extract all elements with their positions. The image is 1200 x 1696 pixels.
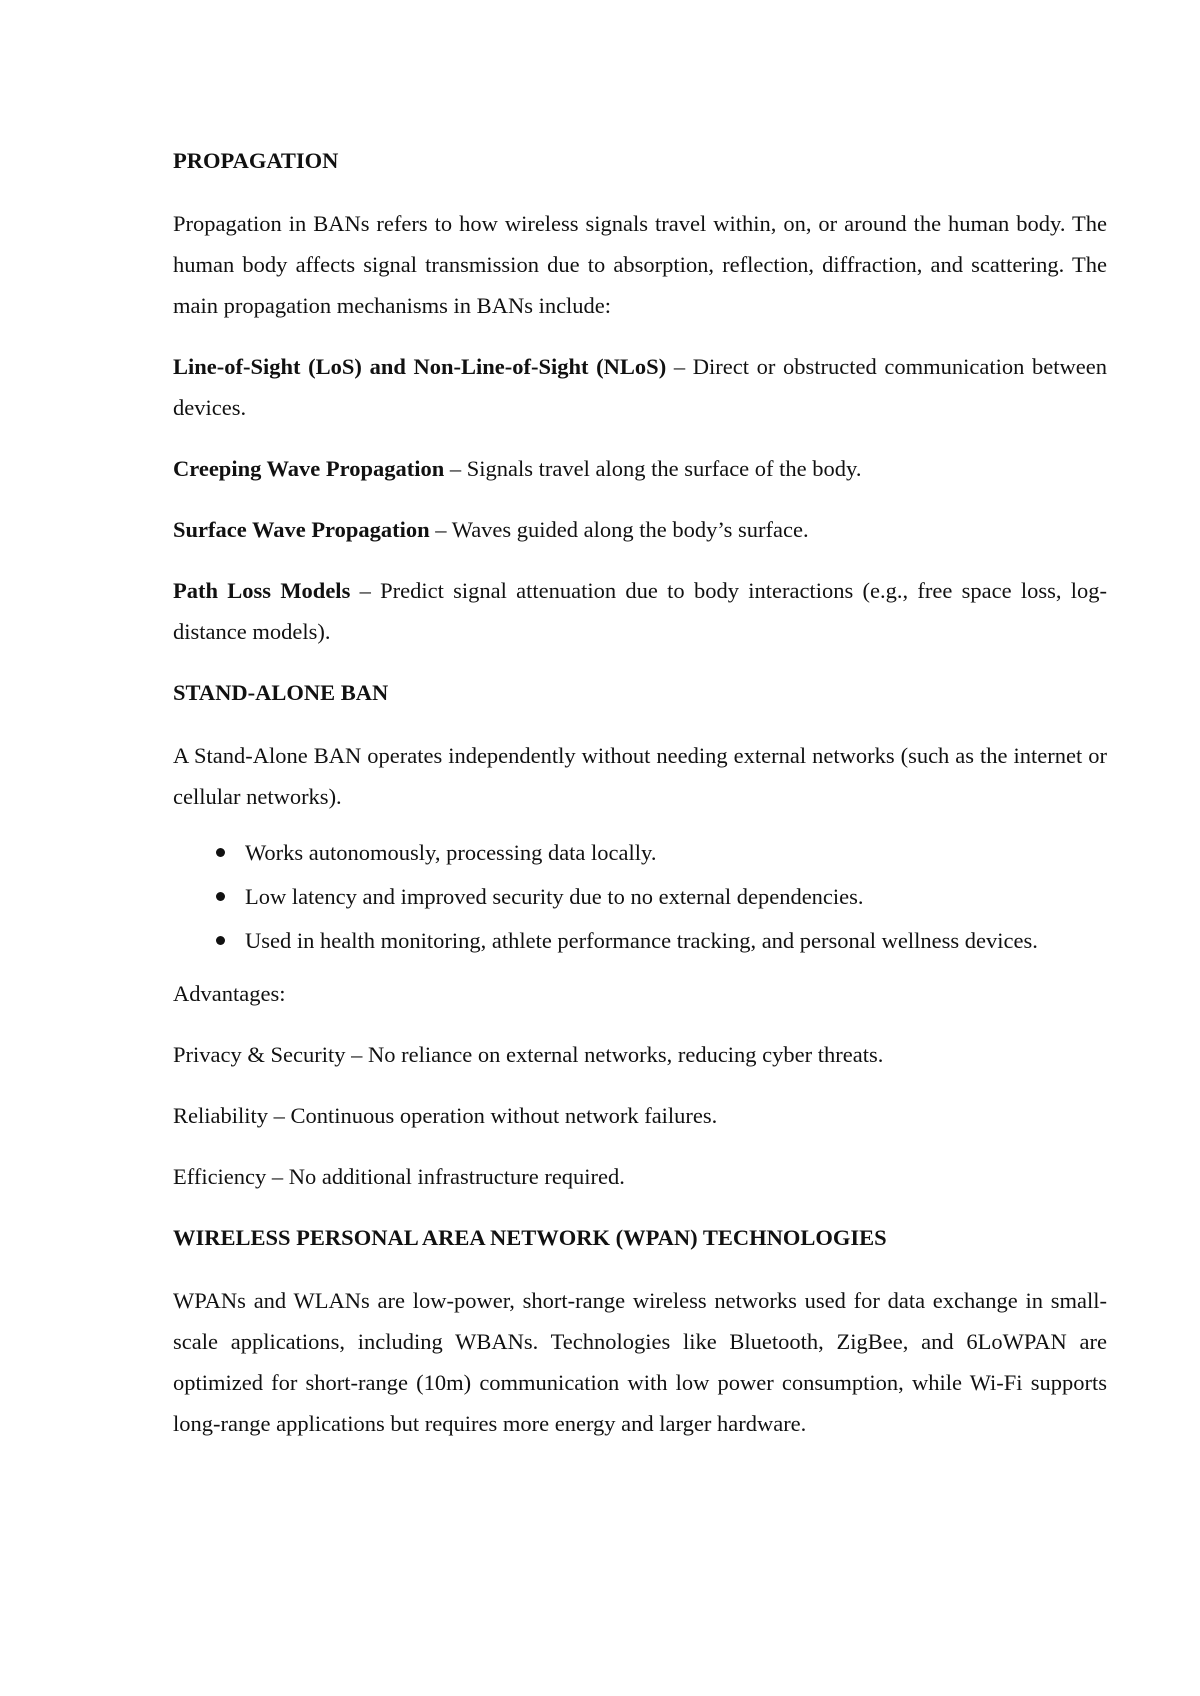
propagation-item-surface: [173, 509, 1107, 550]
bullet-text: Used in health monitoring, athlete performance tracking, and personal wellness devices.: [245, 928, 1038, 953]
propagation-item-pathloss: [173, 570, 1107, 652]
section-heading-standalone: STAND-ALONE BAN: [173, 680, 389, 705]
desc-creeping: – Signals travel along the surface of the body.: [444, 456, 862, 481]
advantages-label: Advantages:: [173, 981, 286, 1006]
propagation-intro: Propagation in BANs refers to how wireless signals travel within, on, or around the human body. The human body affects signal transmission due to absorption, reflection, diffraction, and scattering. The main propagation mechanisms in BANs include:: [173, 211, 1107, 318]
desc-pathloss: – Predict signal attenuation due to body interactions (e.g., free space loss, log-distance models).: [173, 578, 1107, 644]
term-creeping: Creeping Wave Propagation: [173, 456, 445, 481]
list-item: [173, 919, 1107, 963]
propagation-item-los: [173, 346, 1107, 428]
document-page: [173, 140, 1107, 1444]
bullet-icon: [216, 936, 225, 945]
propagation-item-creeping: [173, 448, 1107, 489]
standalone-bullet-list: [173, 831, 1107, 963]
term-surface: Surface Wave Propagation: [173, 517, 430, 542]
standalone-intro: A Stand-Alone BAN operates independently without needing external networks (such as the internet or cellular networks).: [173, 743, 1107, 809]
term-los: Line-of-Sight (LoS) and Non-Line-of-Sight (NLoS): [173, 354, 667, 379]
advantage-reliability: Reliability – Continuous operation without network failures.: [173, 1103, 718, 1128]
list-item: [173, 831, 1107, 875]
desc-los: – Direct or obstructed communication between devices.: [173, 354, 1107, 420]
bullet-text: Works autonomously, processing data locally.: [245, 840, 657, 865]
wpan-body: WPANs and WLANs are low-power, short-range wireless networks used for data exchange in small-scale applications, including WBANs. Technologies like Bluetooth, ZigBee, and 6LoWPAN are optimized for short-range (10m) communication with low power consumption, while Wi-Fi supports long-range applications but requires more energy and larger hardware.: [173, 1288, 1107, 1436]
section-heading-propagation: PROPAGATION: [173, 148, 339, 173]
bullet-text: Low latency and improved security due to no external dependencies.: [245, 884, 864, 909]
advantage-efficiency: Efficiency – No additional infrastructure required.: [173, 1164, 625, 1189]
term-pathloss: Path Loss Models: [173, 578, 351, 603]
list-item: [173, 875, 1107, 919]
section-heading-wpan: WIRELESS PERSONAL AREA NETWORK (WPAN) TECHNOLOGIES: [173, 1225, 887, 1250]
bullet-icon: [216, 892, 225, 901]
desc-surface: – Waves guided along the body’s surface.: [429, 517, 809, 542]
advantage-privacy: Privacy & Security – No reliance on external networks, reducing cyber threats.: [173, 1042, 884, 1067]
bullet-icon: [216, 848, 225, 857]
